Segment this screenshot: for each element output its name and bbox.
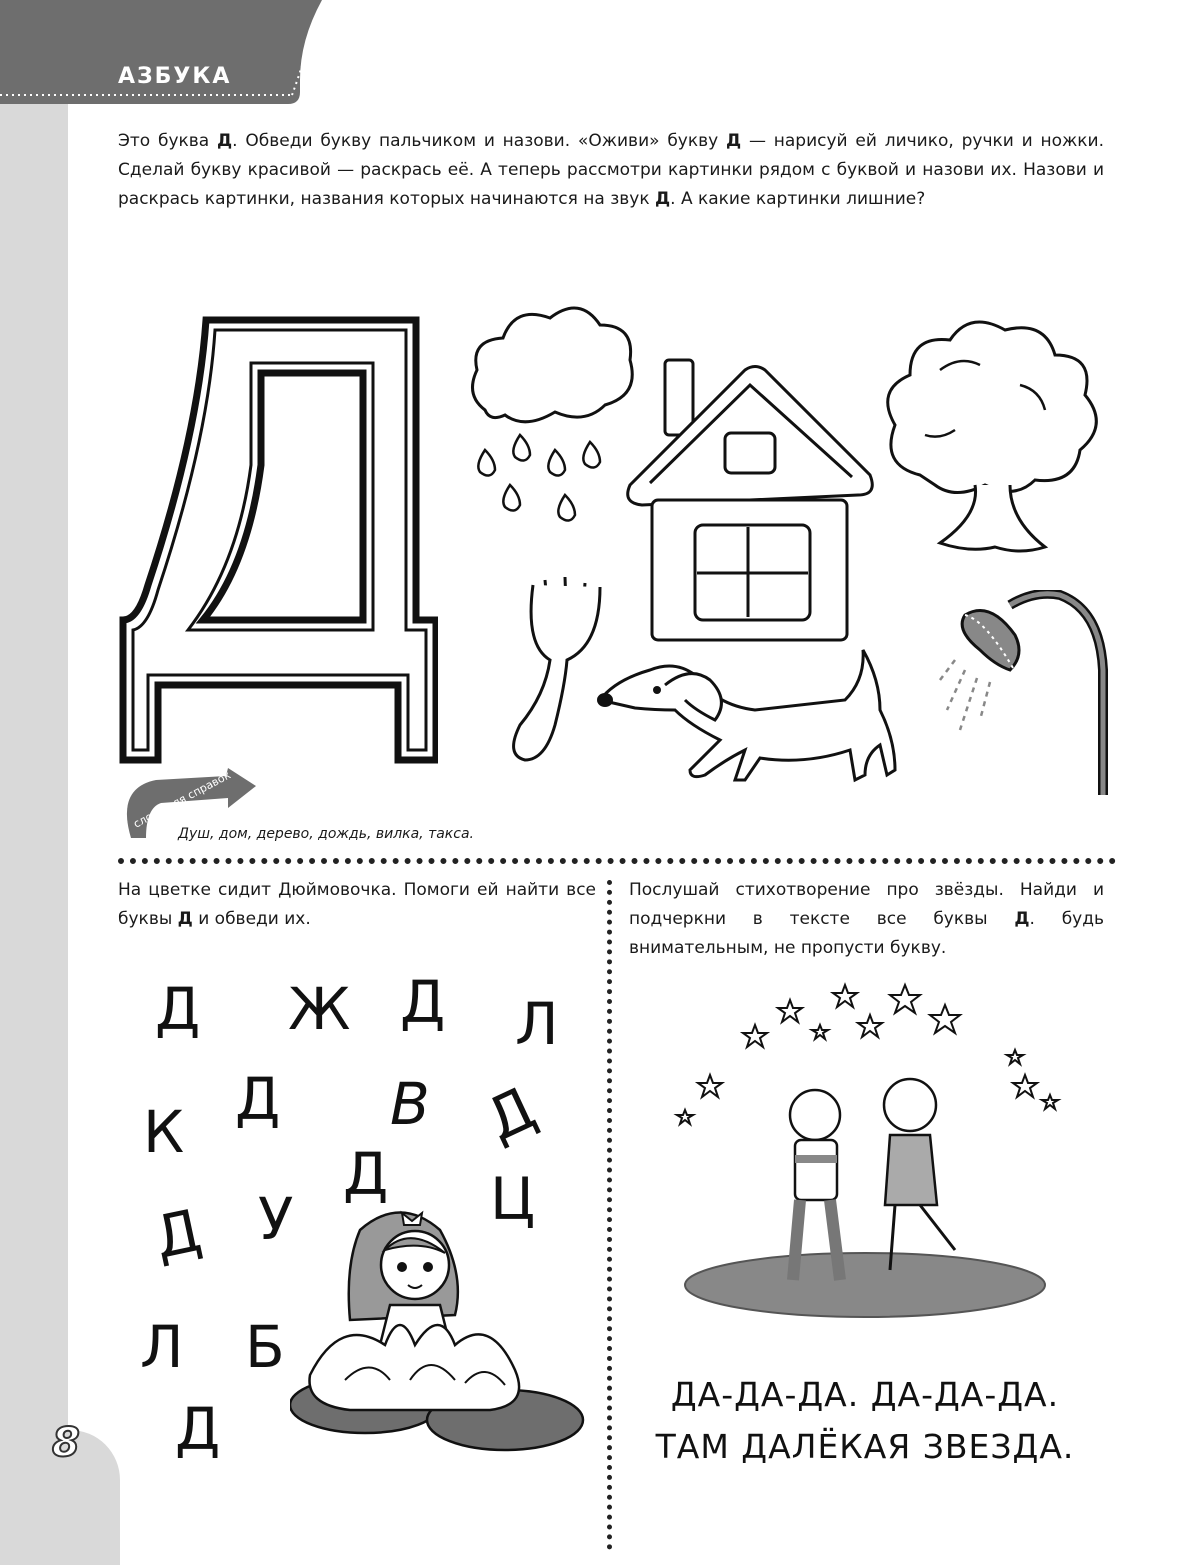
field-letter: Д [475,1073,546,1155]
field-letter: Д [235,1065,281,1133]
section-title: АЗБУКА [118,64,232,89]
left-margin-strip [0,0,68,1565]
vertical-divider [607,880,612,1550]
field-letter: Д [343,1140,389,1208]
header-tab [0,0,330,108]
page-number: 8 [52,1420,80,1466]
field-letter: Б [245,1313,285,1381]
horizontal-divider [118,858,1116,864]
reference-words: Душ, дом, дерево, дождь, вилка, такса. [178,826,474,842]
field-letter: Д [175,1395,221,1463]
field-letter: Д [148,1196,207,1272]
fork-icon [505,575,605,765]
house-icon [620,355,880,645]
task-find-letters: На цветке сидит Дюймовочка. Помоги ей найти все буквы Д и обведи их. [118,880,596,929]
field-letter: В [390,1070,430,1138]
dancing-kids-stars-icon [665,980,1065,1320]
thumbelina-on-lily-icon [290,1205,590,1460]
field-letter: У [258,1185,294,1253]
big-letter-outline [118,315,438,765]
field-letter: Л [140,1313,184,1381]
shower-icon [935,590,1110,800]
poem-line-2: ТАМ ДАЛЁКАЯ ЗВЕЗДА. [655,1427,1075,1466]
field-letter: Л [515,990,559,1058]
dachshund-icon [595,640,915,790]
reference-badge-label: слова для справок [131,768,233,831]
field-letter: Д [400,968,446,1036]
field-letter: Ц [490,1165,536,1233]
poem-line-1: ДА-ДА-ДА. ДА-ДА-ДА. [670,1375,1060,1414]
task-find-in-poem: Послушай стихотворение про звёзды. Найди и подчеркни в тексте все буквы Д. будь внимательным, не пропусти букву. [629,880,1105,958]
rain-cloud-icon [465,300,640,530]
field-letter: К [143,1098,185,1166]
field-letter: Ж [288,975,351,1043]
tree-icon [880,315,1110,560]
field-letter: Д [155,975,201,1043]
intro-instructions: Это буква Д. Обведи букву пальчиком и назови. «Оживи» букву Д — нарисуй ей личико, ручки и ножки. Сделай букву красивой — раскрась её. А теперь рассмотри картинки рядом с буквой и назови их. Назови и раскрась картинки, названия которых начинаются на звук Д. А какие картинки лишние? [118,131,1105,209]
